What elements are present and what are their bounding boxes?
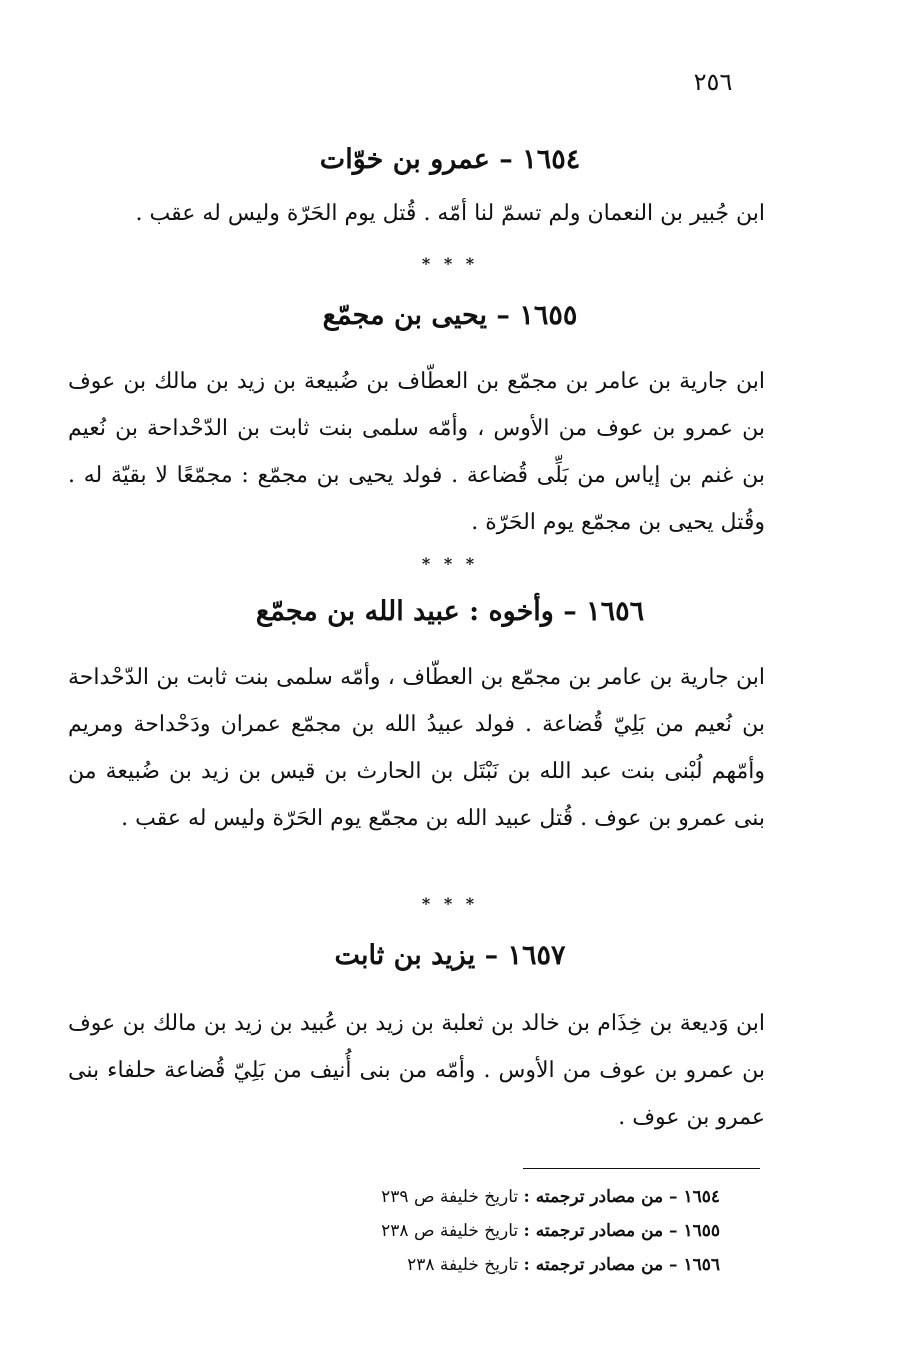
entry-body-1655: ابن جارية بن عامر بن مجمّع بن العطّاف بن ضُبيعة بن زيد بن مالك بن عوف بن عمرو بن عوف من الأوس ، وأمّه سلمى بنت ثابت بن الدّحْداحة بن نُعيم بن غنم بن إياس من بَلِّى قُضاعة . فولد يحيى بن مجمّع : مجمّعًا لا بقيّة له . وقُتل يحيى بن مجمّع يوم الحَرّة . xyxy=(68,369,766,535)
footnote-divider xyxy=(523,1168,760,1169)
footnote-text: تاريخ خليفة ص ٢٣٨ xyxy=(381,1221,519,1241)
footnotes xyxy=(300,1180,720,1282)
footnote-1654 xyxy=(300,1180,720,1214)
section-separator: * * * xyxy=(421,254,479,273)
entry-body-1654: ابن جُبير بن النعمان ولم تسمّ لنا أمّه . قُتل يوم الحَرّة وليس له عقب . xyxy=(135,201,765,226)
footnote-text: تاريخ خليفة ٢٣٨ xyxy=(407,1255,519,1275)
entry-body-1657: ابن وَديعة بن خِذَام بن خالد بن ثعلبة بن زيد بن عُبيد بن زيد بن مالك بن عوف بن عمرو بن عوف من الأوس . وأمّه من بنى أُنيف من بَلِيّ قُضاعة حلفاء بنى عمرو بن عوف . xyxy=(68,1011,765,1130)
footnote-1655 xyxy=(300,1214,720,1248)
page-number: ٢٥٦ xyxy=(693,68,733,96)
footnote-1656 xyxy=(300,1248,720,1282)
entry-title-1657: ١٦٥٧ – يزيد بن ثابت xyxy=(334,940,566,971)
footnote-label: ١٦٥٤ – من مصادر ترجمته : xyxy=(523,1187,720,1207)
section-separator: * * * xyxy=(421,554,479,573)
footnote-text: تاريخ خليفة ص ٢٣٩ xyxy=(381,1187,519,1207)
entry-body-1656: ابن جارية بن عامر بن مجمّع بن العطّاف ، وأمّه سلمى بنت ثابت بن الدّحْداحة بن نُعيم من بَلِيّ قُضاعة . فولد عبيدُ الله بن مجمّع عمران ودَحْداحة ومريم وأمّهم لُبْنى بنت عبد الله بن نَبْتَل بن الحارث بن قيس بن زيد بن ضُبيعة من بنى عمرو بن عوف . قُتل عبيد الله بن مجمّع يوم الحَرّة وليس له عقب . xyxy=(68,665,765,831)
section-separator: * * * xyxy=(421,894,479,913)
entry-title-1656: ١٦٥٦ – وأخوه : عبيد الله بن مجمّع xyxy=(255,596,645,627)
footnote-label: ١٦٥٥ – من مصادر ترجمته : xyxy=(523,1221,720,1241)
footnote-label: ١٦٥٦ – من مصادر ترجمته : xyxy=(523,1255,720,1275)
entry-title-1655: ١٦٥٥ – يحيى بن مجمّع xyxy=(322,300,578,331)
entry-title-1654: ١٦٥٤ – عمرو بن خوّات xyxy=(319,144,581,175)
